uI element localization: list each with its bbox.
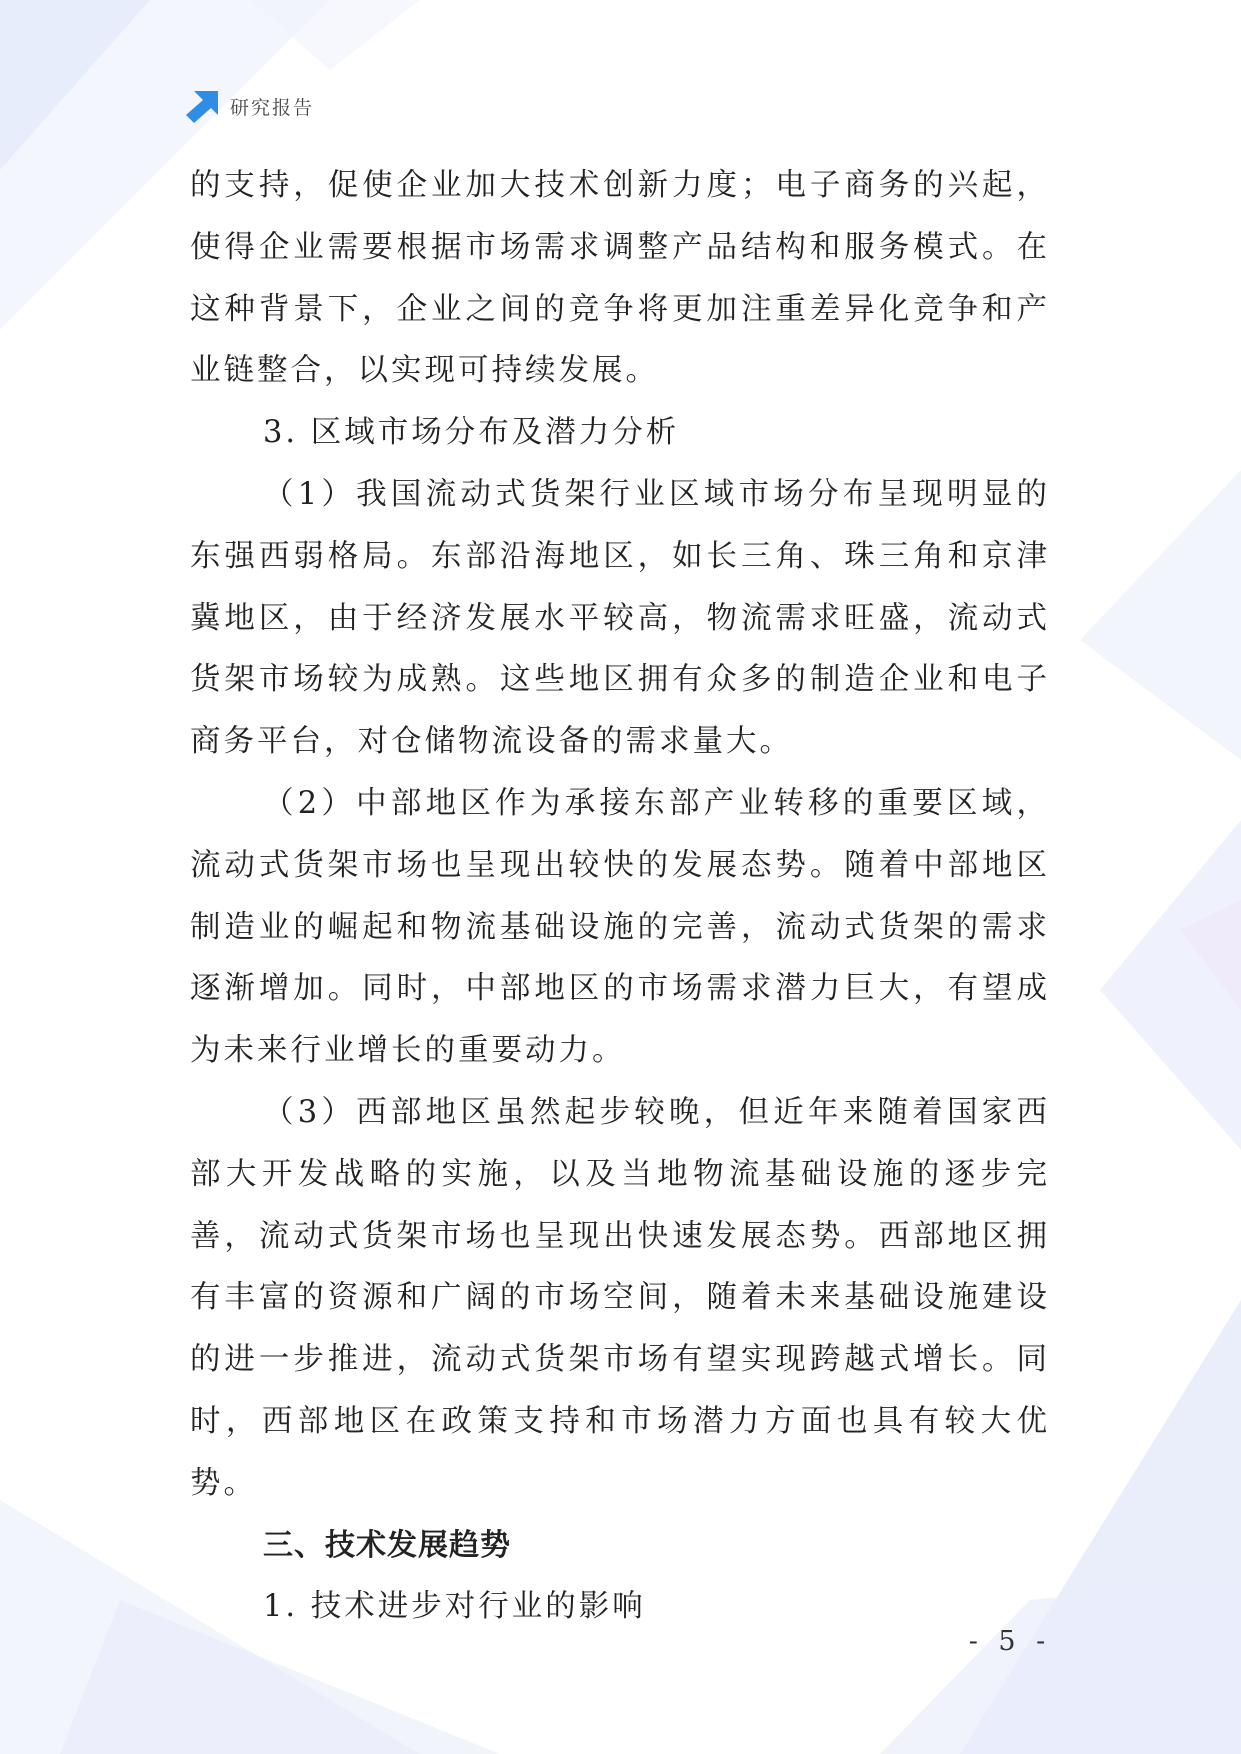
paragraph-east-region: （1）我国流动式货架行业区域市场分布呈现明显的东强西弱格局。东部沿海地区，如长三角、珠三角和京津冀地区，由于经济发展水平较高，物流需求旺盛，流动式货架市场较为成熟。这些地区拥有众多的制造企业和电子商务平台，对仓储物流设备的需求量大。 <box>190 476 1050 760</box>
report-header <box>186 88 314 124</box>
header-title: 研究报告 <box>230 96 315 119</box>
page-number: - 5 - <box>968 1626 1052 1657</box>
paragraph-west-region: （3）西部地区虽然起步较晚，但近年来随着国家西部大开发战略的实施，以及当地物流基础设施的逐步完善，流动式货架市场也呈现出快速发展态势。西部地区拥有丰富的资源和广阔的市场空间，随着未来基础设施建设的进一步推进，流动式货架市场有望实现跨越式增长。同时，西部地区在政策支持和市场潜力方面也具有较大优势。 <box>190 1094 1050 1501</box>
subsection-heading-technology-impact: 1. 技术进步对行业的影响 <box>263 1589 646 1625</box>
report-body <box>190 155 1050 1638</box>
section-heading-technology-trends: 三、技术发展趋势 <box>263 1527 511 1563</box>
paragraph-continuation: 的支持，促使企业加大技术创新力度；电子商务的兴起，使得企业需要根据市场需求调整产品结构和服务模式。在这种背景下，企业之间的竞争将更加注重差异化竞争和产业链整合，以实现可持续发展。 <box>190 168 1050 389</box>
paragraph-central-region: （2）中部地区作为承接东部产业转移的重要区域，流动式货架市场也呈现出较快的发展态势。随着中部地区制造业的崛起和物流基础设施的完善，流动式货架的需求逐渐增加。同时，中部地区的市场需求潜力巨大，有望成为未来行业增长的重要动力。 <box>190 785 1050 1069</box>
arrow-up-right-icon <box>186 89 220 123</box>
subsection-heading-regional-market: 3. 区域市场分布及潜力分析 <box>263 415 680 451</box>
